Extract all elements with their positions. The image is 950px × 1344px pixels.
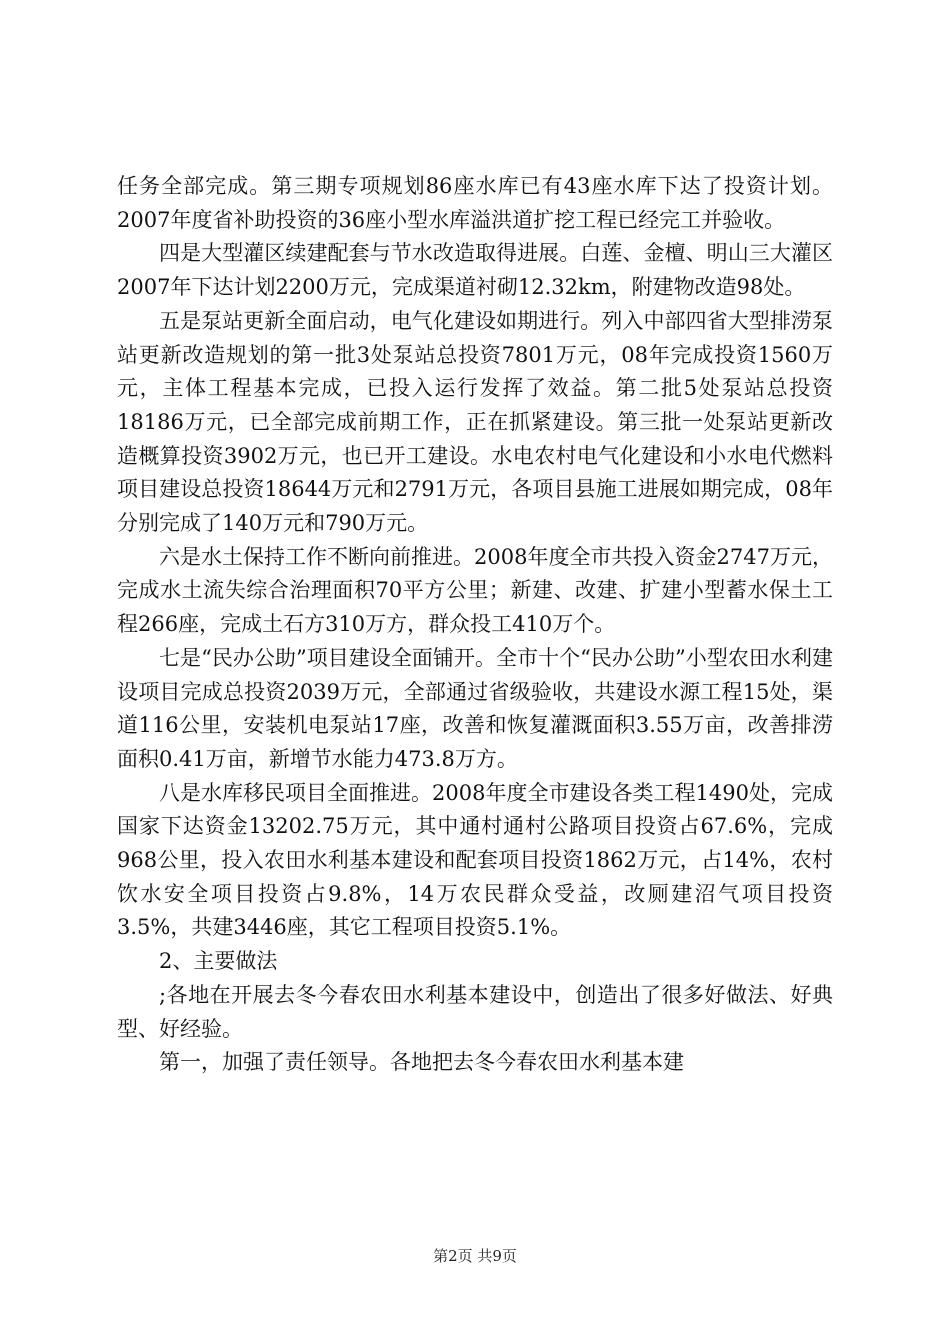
page-number-footer: 第2页 共9页 [433, 1247, 517, 1265]
paragraph-pump-stations: 五是泵站更新全面启动，电气化建设如期进行。列入中部四省大型排涝泵站更新改造规划的第一批3处泵站总投资7801万元，08年完成投资1560万元，主体工程基本完成，已投入运行发挥了效益。第二批5处泵站总投资18186万元，已全部完成前期工作，正在抓紧建设。第三批一处泵站更新改造概算投资3902万元，也已开工建设。水电农村电气化建设和小水电代燃料项目建设总投资18644万元和2791万元，各项目县施工进展如期完成，08年分别完成了140万元和790万元。 [117, 308, 833, 536]
paragraph-first-method: 第一，加强了责任领导。各地把去冬今春农田水利基本建 [159, 1050, 684, 1075]
section-heading-main-methods: 2、主要做法 [159, 949, 278, 974]
paragraph-methods-intro: ;各地在开展去冬今春农田水利基本建设中，创造出了很多好做法、好典型、好经验。 [117, 982, 833, 1041]
document-body [117, 170, 833, 1080]
paragraph-private-public: 七是“民办公助”项目建设全面铺开。全市十个“民办公助”小型农田水利建设项目完成总投资2039万元，全部通过省级验收，共建设水源工程15处，渠道116公里，安装机电泵站17座，改善和恢复灌溉面积3.55万亩，改善排涝面积0.41万亩，新增节水能力473.8万方。 [117, 645, 833, 771]
paragraph-continuation: 任务全部完成。第三期专项规划86座水库已有43座水库下达了投资计划。2007年度省补助投资的36座小型水库溢洪道扩挖工程已经完工并验收。 [117, 174, 833, 232]
paragraph-reservoir-migration: 八是水库移民项目全面推进。2008年度全市建设各类工程1490处，完成国家下达资金13202.75万元，其中通村通村公路项目投资占67.6%，完成968公里，投入农田水利基本建设和配套项目投资1862万元，占14%，农村饮水安全项目投资占9.8%，14万农民群众受益，改厕建沼气项目投资3.5%，共建3446座，其它工程项目投资5.1%。 [117, 780, 833, 940]
paragraph-soil-conservation: 六是水土保持工作不断向前推进。2008年度全市共投入资金2747万元，完成水土流失综合治理面积70平方公里；新建、改建、扩建小型蓄水保土工程266座，完成土石方310万方，群众投工410万个。 [117, 544, 833, 637]
paragraph-irrigation: 四是大型灌区续建配套与节水改造取得进展。白莲、金檀、明山三大灌区2007年下达计划2200万元，完成渠道衬砌12.32km，附建物改造98处。 [117, 241, 833, 300]
